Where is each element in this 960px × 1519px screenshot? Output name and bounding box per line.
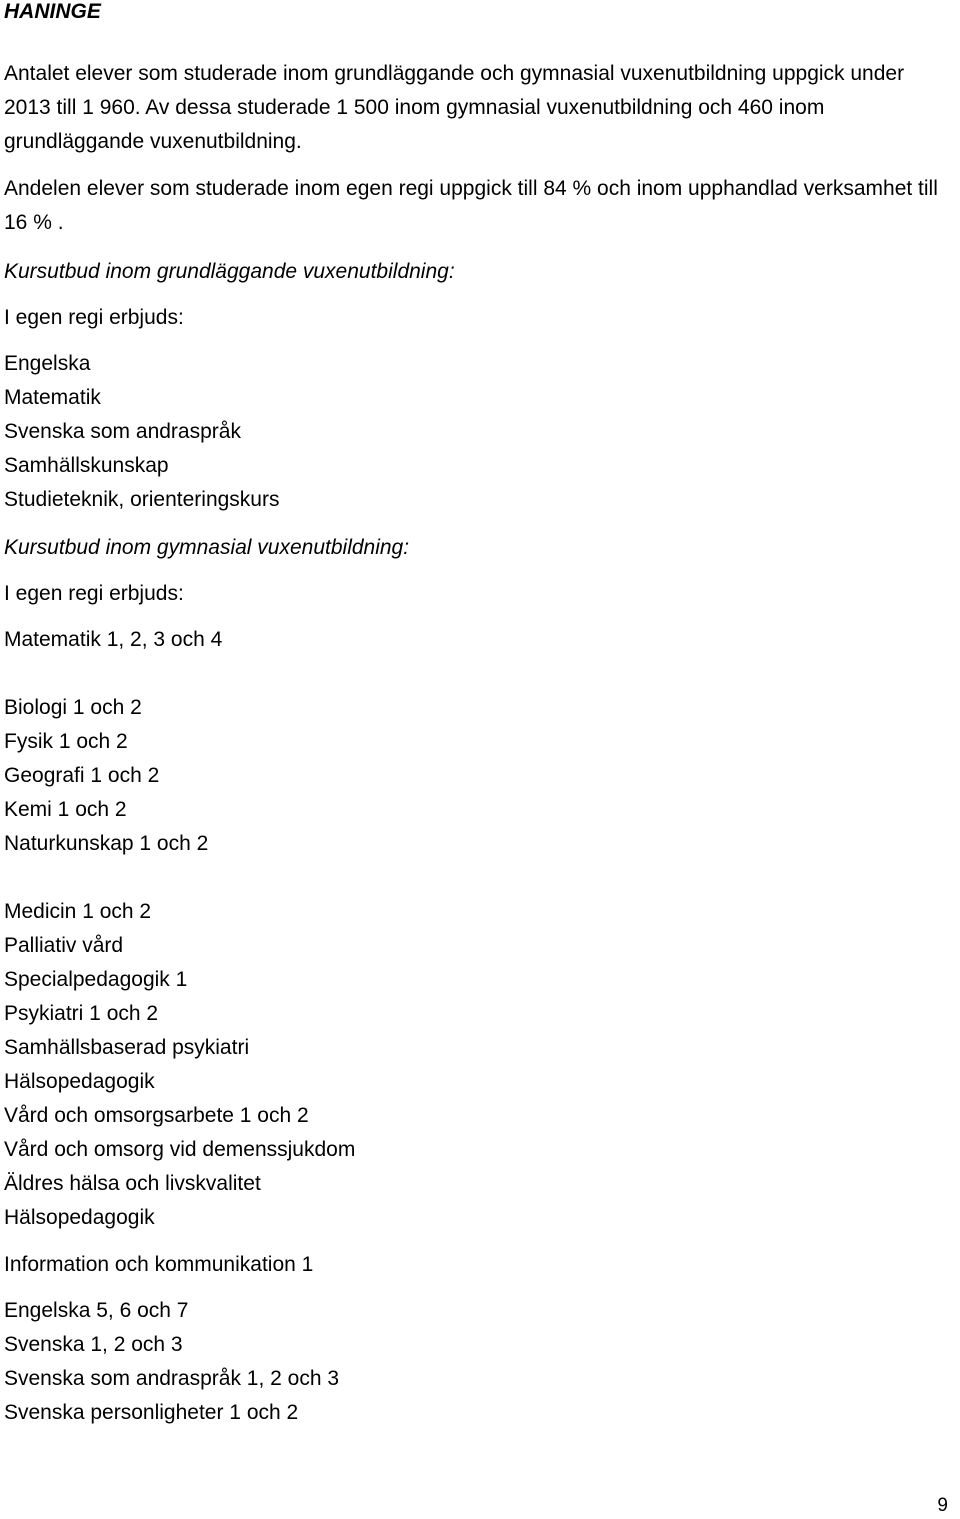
share-paragraph: Andelen elever som studerade inom egen regi uppgick till 84 % och inom upphandlad verksamhet till 16 % .: [4, 177, 938, 234]
list-item: Svenska som andraspråk 1, 2 och 3: [4, 1367, 340, 1390]
list-item: Vård och omsorgsarbete 1 och 2: [4, 1104, 309, 1127]
list-item: Kemi 1 och 2: [4, 798, 127, 821]
list-item: Hälsopedagogik: [4, 1206, 155, 1229]
enrollment-paragraph: Antalet elever som studerade inom grundläggande och gymnasial vuxenutbildning uppgick under 2013 till 1 960. Av dessa studerade 1 500 inom gymnasial vuxenutbildning och 460 inom grundläggande vuxenutbildning.: [4, 62, 905, 153]
list-item: Biologi 1 och 2: [4, 696, 142, 719]
list-item: Hälsopedagogik: [4, 1070, 155, 1093]
list-item: Geografi 1 och 2: [4, 764, 160, 787]
basic-courses-title: Kursutbud inom grundläggande vuxenutbildning:: [4, 260, 455, 283]
list-item: Svenska som andraspråk: [4, 420, 241, 443]
communication-course-group: [4, 1248, 313, 1282]
list-item: Information och kommunikation 1: [4, 1253, 314, 1276]
list-item: Svenska personligheter 1 och 2: [4, 1401, 299, 1424]
math-course-group: [4, 623, 222, 657]
list-item: Fysik 1 och 2: [4, 730, 128, 753]
list-item: Psykiatri 1 och 2: [4, 1002, 159, 1025]
list-item: Naturkunskap 1 och 2: [4, 832, 209, 855]
list-item: Engelska 5, 6 och 7: [4, 1299, 189, 1322]
list-item: Äldres hälsa och livskvalitet: [4, 1172, 261, 1195]
list-item: Matematik: [4, 386, 101, 409]
list-item: Palliativ vård: [4, 934, 124, 957]
care-course-group: [4, 895, 355, 1235]
list-item: Studieteknik, orienteringskurs: [4, 488, 280, 511]
list-item: Matematik 1, 2, 3 och 4: [4, 628, 223, 651]
list-item: Engelska: [4, 352, 91, 375]
list-item: Svenska 1, 2 och 3: [4, 1333, 183, 1356]
basic-course-list: [4, 347, 279, 517]
upper-own-label: I egen regi erbjuds:: [4, 582, 184, 605]
language-course-group: [4, 1294, 339, 1430]
list-item: Samhällsbaserad psykiatri: [4, 1036, 250, 1059]
list-item: Medicin 1 och 2: [4, 900, 152, 923]
basic-own-label: I egen regi erbjuds:: [4, 306, 184, 329]
list-item: Specialpedagogik 1: [4, 968, 188, 991]
list-item: Vård och omsorg vid demenssjukdom: [4, 1138, 356, 1161]
page-number: 9: [937, 1495, 948, 1516]
upper-courses-title: Kursutbud inom gymnasial vuxenutbildning:: [4, 536, 410, 559]
science-course-group: [4, 691, 208, 861]
page-heading: HANINGE: [4, 0, 101, 23]
list-item: Samhällskunskap: [4, 454, 169, 477]
